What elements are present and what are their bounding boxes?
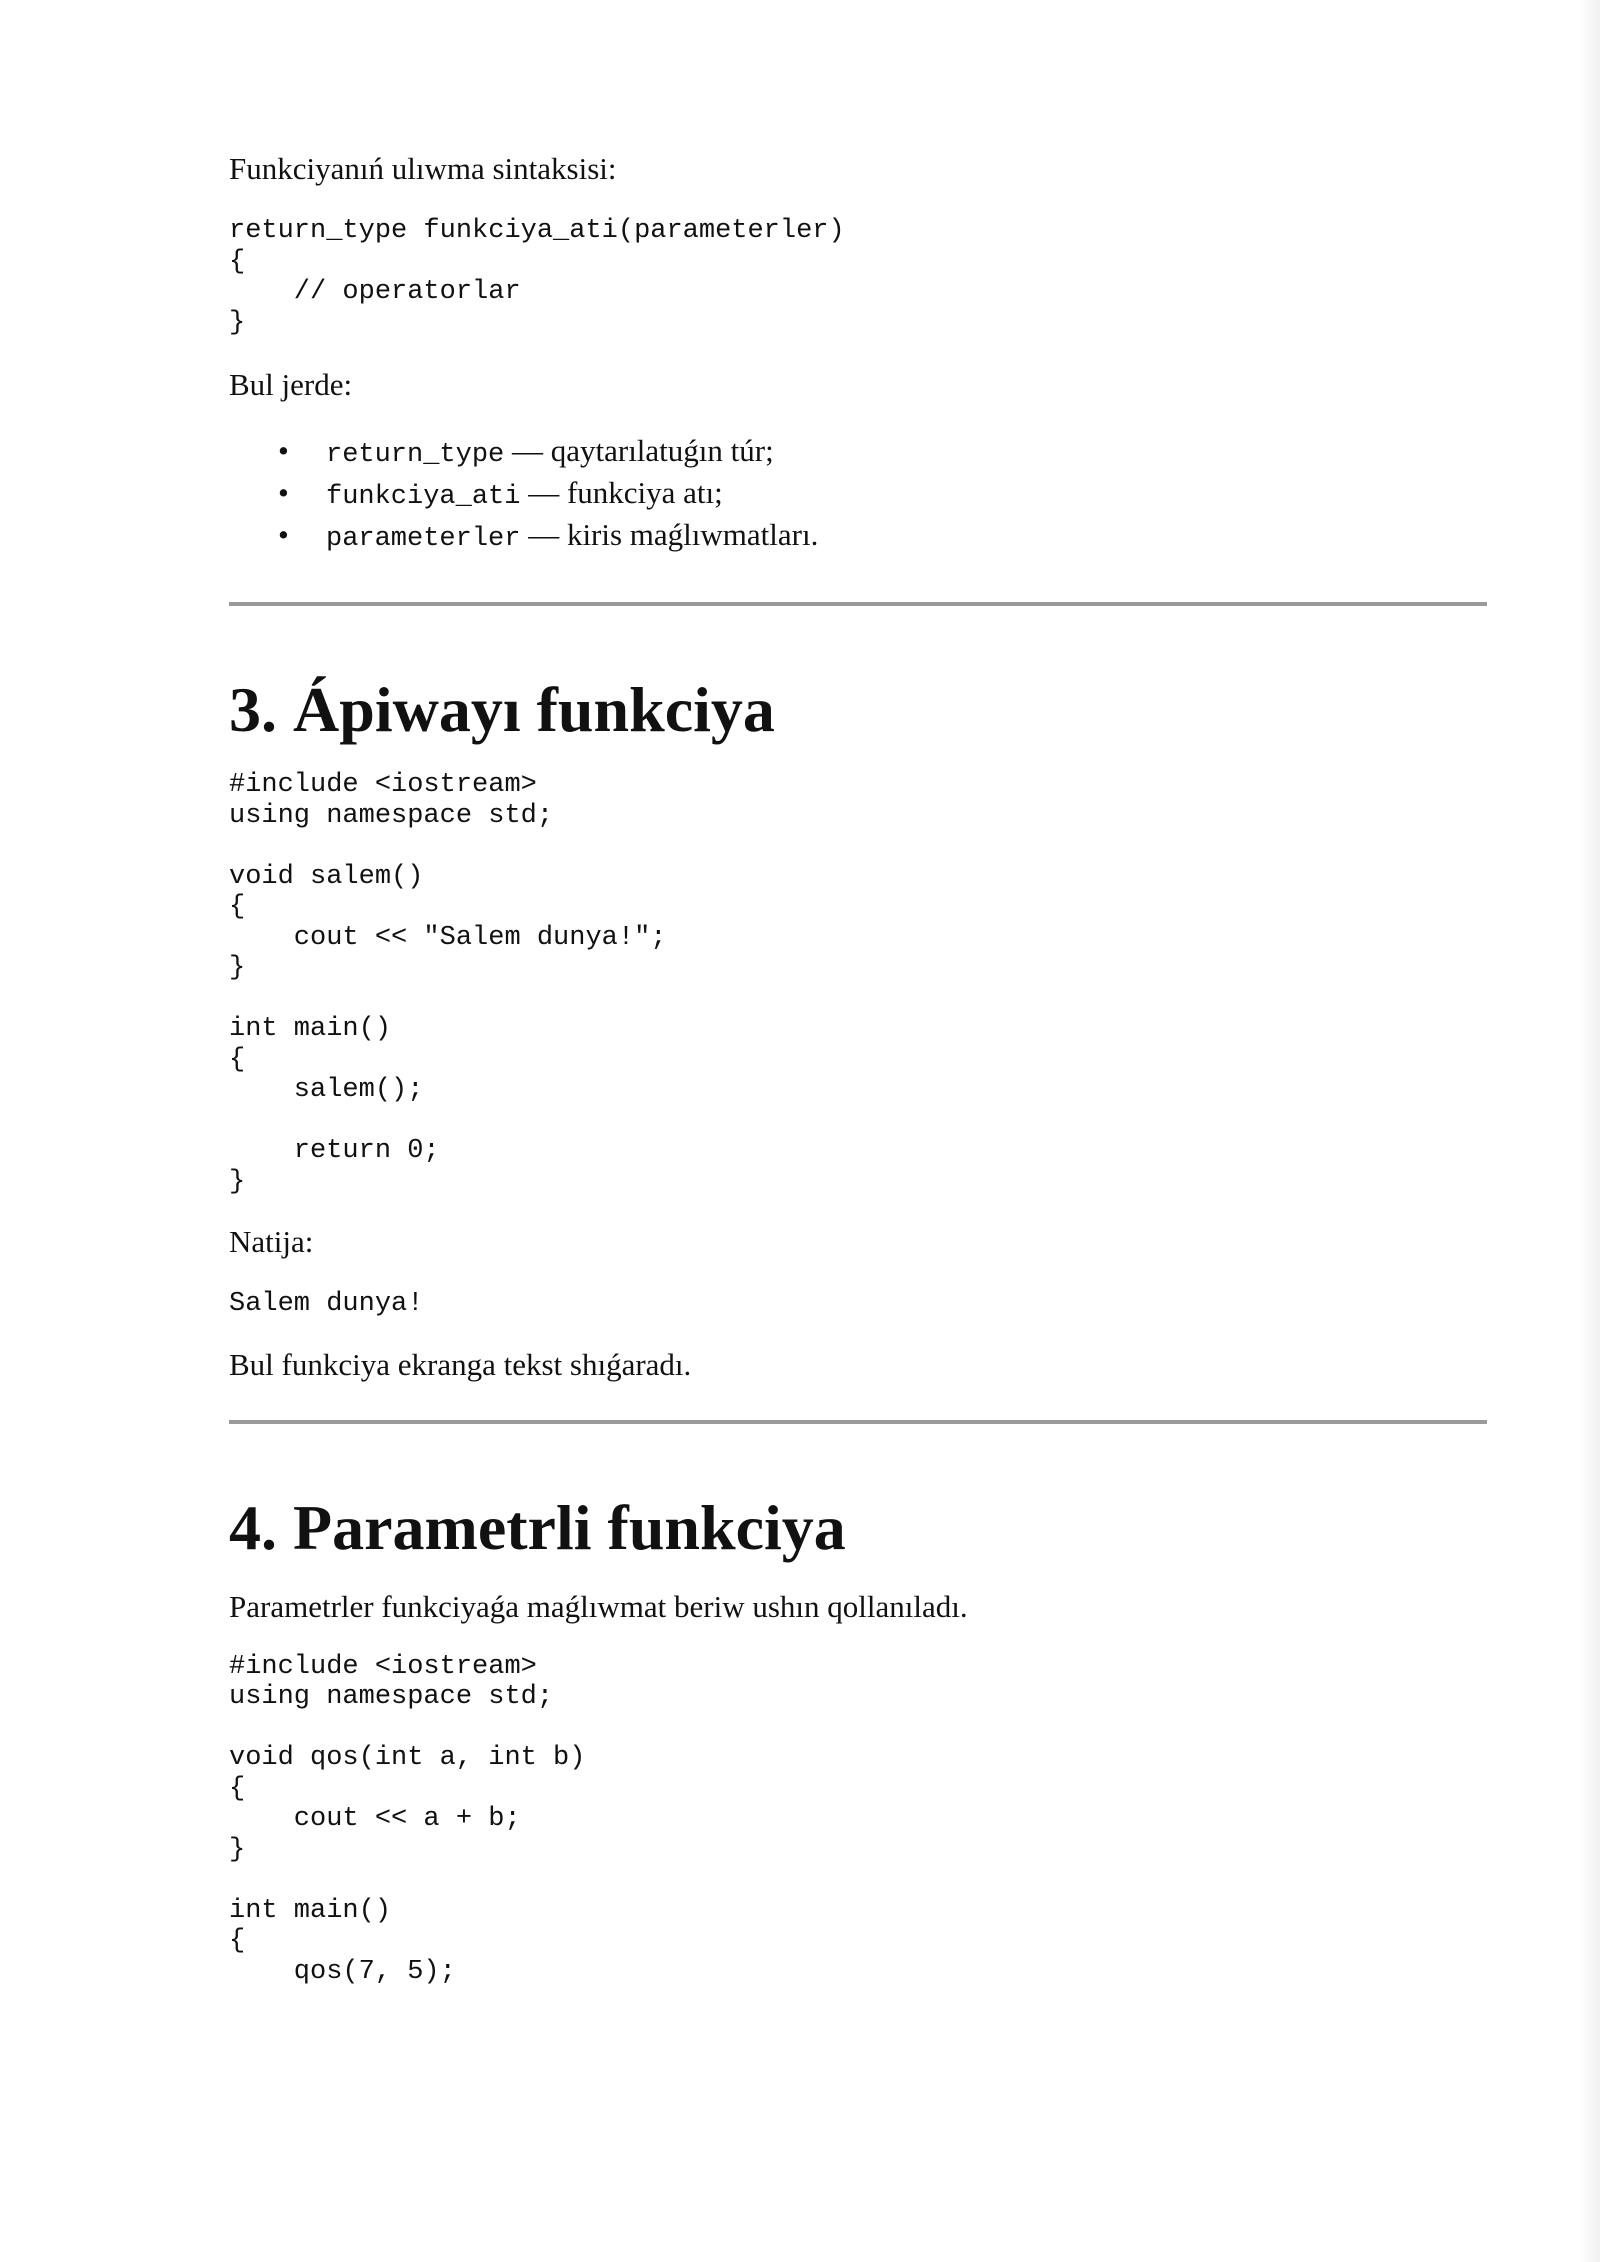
code-line: } xyxy=(229,307,246,338)
code-line xyxy=(229,984,1487,1015)
code-line: } xyxy=(229,953,246,983)
code-line: } xyxy=(229,1166,246,1197)
syntax-intro: Funkciyanıń ulıwma sintaksisi: xyxy=(229,151,617,186)
code-line: using namespace std; xyxy=(229,1682,554,1712)
section-3-title: 3. Ápiwayı funkciya xyxy=(229,674,775,745)
code-line xyxy=(229,1106,1487,1137)
code-line xyxy=(229,831,1487,862)
code-line: { xyxy=(229,1926,246,1956)
list-item xyxy=(229,516,1487,558)
list-item xyxy=(229,432,1487,474)
section-4-title: 4. Parametrli funkciya xyxy=(229,1491,846,1563)
syntax-explain: Bul jerde: xyxy=(229,367,353,402)
list-item xyxy=(229,474,1487,516)
code-line: #include <iostream> xyxy=(229,1651,537,1682)
code-line: return_type funkciya_ati(parameterler) xyxy=(229,216,845,246)
section-divider xyxy=(229,602,1487,606)
section-4-intro: Parametrler funkciyaǵa maǵlıwmat beriw ushın qollanıladı. xyxy=(229,1588,968,1624)
section-3-note: Bul funkciya ekranga tekst shıǵaradı. xyxy=(229,1346,692,1382)
code-line: void qos(int a, int b) xyxy=(229,1743,586,1773)
section-3-result-label: Natija: xyxy=(229,1224,314,1259)
code-line: { xyxy=(229,246,246,277)
bullet-code: parameterler xyxy=(326,524,521,554)
bullet-text: — funkciya atı; xyxy=(520,475,723,510)
document-page xyxy=(229,150,1487,1987)
bullet-text: — kiris maǵlıwmatları. xyxy=(520,517,819,552)
code-line: cout << "Salem dunya!"; xyxy=(229,922,667,953)
bullet-icon: • xyxy=(278,433,289,468)
syntax-bullet-list xyxy=(229,432,1487,558)
code-line: int main() xyxy=(229,1014,392,1044)
code-line xyxy=(229,1713,1487,1744)
code-line: { xyxy=(229,1044,246,1075)
code-line: #include <iostream> xyxy=(229,770,537,800)
page-edge-shadow xyxy=(1578,0,1600,2262)
section-3-code-block xyxy=(229,770,1487,1197)
bullet-code: return_type xyxy=(326,440,505,470)
bullet-icon: • xyxy=(278,475,289,510)
code-line: Salem dunya! xyxy=(229,1289,424,1319)
bullet-icon: • xyxy=(278,517,289,552)
code-line: { xyxy=(229,892,246,922)
section-4-code-block xyxy=(229,1652,1487,1988)
code-line: { xyxy=(229,1773,246,1804)
code-line: return 0; xyxy=(229,1136,440,1166)
code-line: cout << a + b; xyxy=(229,1804,521,1834)
code-line: int main() xyxy=(229,1895,392,1926)
code-line: } xyxy=(229,1834,246,1865)
section-3-result-code xyxy=(229,1289,1487,1320)
code-line: qos(7, 5); xyxy=(229,1956,456,1987)
code-line: salem(); xyxy=(229,1075,424,1105)
bullet-text: — qaytarılatuǵın túr; xyxy=(504,433,774,468)
bullet-code: funkciya_ati xyxy=(326,482,521,512)
code-line: // operatorlar xyxy=(229,277,521,307)
syntax-code-block xyxy=(229,216,1487,338)
code-line xyxy=(229,1865,1487,1896)
code-line: using namespace std; xyxy=(229,800,554,831)
code-line: void salem() xyxy=(229,861,424,892)
section-divider xyxy=(229,1420,1487,1424)
